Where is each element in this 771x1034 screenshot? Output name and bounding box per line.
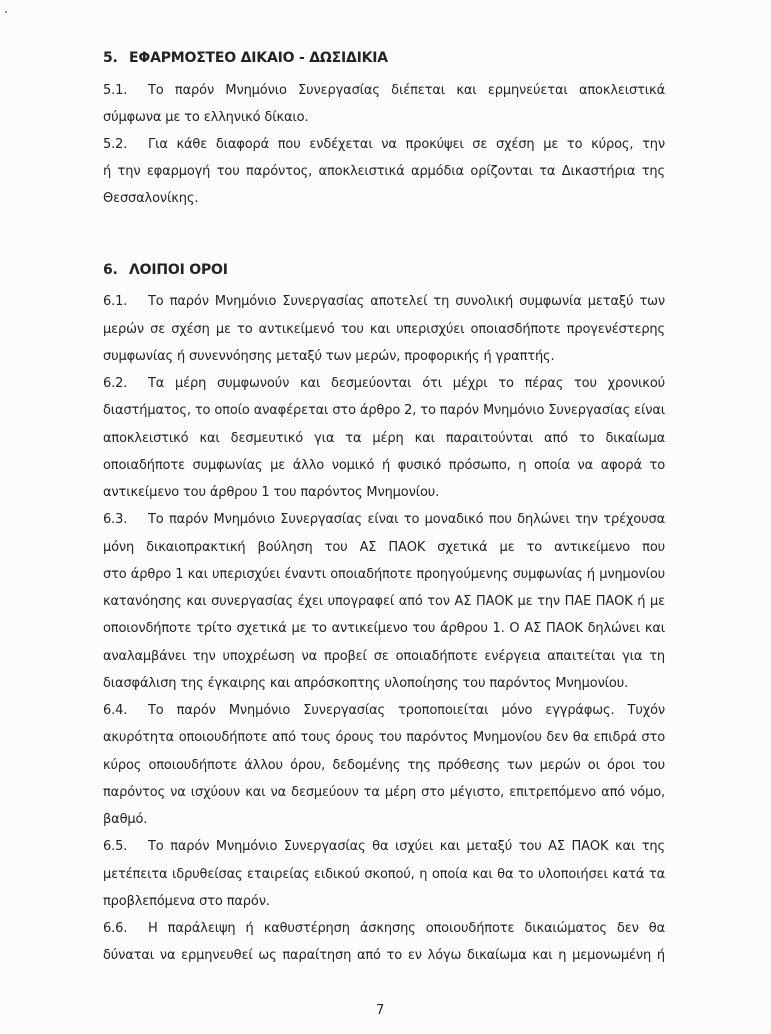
- clause-number: 6.5.: [103, 839, 128, 855]
- clause-text: σύμφωνα με το ελληνικό δίκαιο.: [103, 109, 309, 125]
- section-number: 5.: [103, 50, 118, 66]
- section-heading-6: [103, 260, 228, 280]
- text-line: [103, 888, 665, 915]
- section-body-5: [103, 77, 665, 212]
- clause-number: 6.6.: [103, 921, 128, 937]
- clause-text: κύρος οποιουδήποτε άλλου όρου, δεδομένης της πρόθεσης των μερών οι όροι του: [103, 757, 665, 773]
- text-line: [103, 185, 665, 212]
- clause-text: ακυρότητα οποιουδήποτε από τους όρους του παρόντος Μνημονίου δεν θα επιδρά στο: [103, 730, 665, 746]
- clause-text: μερών σε σχέση με το αντικείμενό του και υπερισχύει οποιασδήποτε προγενέστερης: [103, 321, 665, 337]
- scan-speck: [5, 11, 7, 13]
- clause-text: Η παράλειψη ή καθυστέρηση άσκησης οποιουδήποτε δικαιώματος δεν θα: [148, 921, 665, 937]
- clause-text: προβλεπόμενα στο παρόν.: [103, 893, 270, 909]
- clause-5-2: [103, 131, 665, 212]
- page-number: 7: [376, 1003, 385, 1018]
- text-line: [103, 77, 665, 104]
- clause-6-6: [103, 915, 665, 970]
- section-number: 6.: [103, 262, 118, 278]
- clause-text: κατανόησης και συνεργασίας έχει υπογραφεί από τον ΑΣ ΠΑΟΚ με την ΠΑΕ ΠΑΟΚ ή με: [103, 594, 665, 610]
- text-line: [103, 343, 665, 370]
- clause-6-3: [103, 506, 665, 697]
- text-line: [103, 588, 665, 615]
- text-line: [103, 561, 665, 588]
- text-line: [103, 643, 665, 670]
- clause-number: 5.1.: [103, 82, 128, 98]
- text-line: [103, 806, 665, 833]
- text-line: [103, 779, 665, 806]
- clause-text: μετέπειτα ιδρυθείσας εταιρείας ειδικού σκοπού, η οποία και θα το υλοποιήσει κατά τα: [103, 866, 665, 882]
- text-line: [103, 615, 665, 642]
- clause-text: μόνη δικαιοπρακτική βούληση του ΑΣ ΠΑΟΚ σχετικά με το αντικείμενο που: [103, 539, 665, 555]
- text-line: [103, 425, 665, 452]
- clause-text: οποιαδήποτε συμφωνίας με άλλο νομικό ή φυσικό πρόσωπο, η οποία να αφορά το: [103, 457, 665, 473]
- clause-6-4: [103, 697, 665, 833]
- text-line: [103, 915, 665, 942]
- clause-text: οποιονδήποτε τρίτο σχετικά με το αντικείμενο του άρθρου 1. Ο ΑΣ ΠΑΟΚ δηλώνει και: [103, 621, 665, 637]
- clause-text: Για κάθε διαφορά που ενδέχεται να προκύψει σε σχέση με το κύρος, την: [148, 136, 665, 152]
- clause-text: διασφάλιση της έγκαιρης και απρόσκοπτης υλοποίησης του παρόντος Μνημονίου.: [103, 675, 629, 691]
- clause-text: Το παρόν Μνημόνιο Συνεργασίας θα ισχύει και μεταξύ του ΑΣ ΠΑΟΚ και της: [148, 839, 665, 855]
- clause-number: 6.3.: [103, 512, 128, 528]
- clause-text: παρόντος να ισχύουν και να δεσμεύουν τα μέρη στο μέγιστο, επιτρεπόμενο από νόμο,: [103, 784, 665, 800]
- text-line: [103, 131, 665, 158]
- text-line: [103, 534, 665, 561]
- text-line: [103, 316, 665, 343]
- clause-text: αποκλειστικό και δεσμευτικό για τα μέρη και παραιτούνται από το δικαίωμα: [103, 430, 665, 446]
- text-line: [103, 861, 665, 888]
- text-line: [103, 724, 665, 751]
- clause-text: Θεσσαλονίκης.: [103, 190, 199, 206]
- clause-number: 6.1.: [103, 294, 128, 310]
- clause-text: αντικείμενο του άρθρου 1 του παρόντος Μνημονίου.: [103, 485, 440, 501]
- clause-number: 6.2.: [103, 376, 128, 392]
- clause-text: Το παρόν Μνημόνιο Συνεργασίας είναι το μοναδικό που δηλώνει την τρέχουσα: [148, 512, 665, 528]
- clause-text: ή την εφαρμογή του παρόντος, αποκλειστικά αρμόδια ορίζονται τα Δικαστήρια της: [103, 163, 665, 179]
- text-line: [103, 506, 665, 533]
- clause-text: Το παρόν Μνημόνιο Συνεργασίας αποτελεί τη συνολική συμφωνία μεταξύ των: [148, 294, 665, 310]
- text-line: [103, 697, 665, 724]
- clause-text: στο άρθρο 1 και υπερισχύει έναντι οποιαδήποτε προηγούμενης συμφωνίας ή μνημονίου: [103, 566, 665, 582]
- clause-6-2: [103, 370, 665, 506]
- clause-text: Τα μέρη συμφωνούν και δεσμεύονται ότι μέχρι το πέρας του χρονικού: [148, 376, 665, 392]
- text-line: [103, 104, 665, 131]
- text-line: [103, 158, 665, 185]
- section-title: ΛΟΙΠΟΙ ΟΡΟΙ: [129, 262, 228, 278]
- clause-6-1: [103, 288, 665, 370]
- clause-text: διαστήματος, το οποίο αναφέρεται στο άρθρο 2, το παρόν Μνημόνιο Συνεργασίας είναι: [103, 403, 665, 419]
- clause-text: βαθμό.: [103, 812, 148, 828]
- clause-number: 6.4.: [103, 703, 128, 719]
- text-line: [103, 288, 665, 315]
- text-line: [103, 397, 665, 424]
- text-line: [103, 370, 665, 397]
- section-heading-5: [103, 48, 388, 68]
- clause-text: δύναται να ερμηνευθεί ως παραίτηση από το εν λόγω δικαίωμα και η μεμονωμένη ή: [103, 948, 665, 964]
- clause-text: συμφωνίας ή συνεννόησης μεταξύ των μερών, προφορικής ή γραπτής.: [103, 348, 555, 364]
- text-line: [103, 479, 665, 506]
- clause-6-5: [103, 833, 665, 915]
- text-line: [103, 942, 665, 969]
- clause-text: Το παρόν Μνημόνιο Συνεργασίας τροποποιείται μόνο εγγράφως. Τυχόν: [148, 703, 665, 719]
- section-title: ΕΦΑΡΜΟΣΤΕΟ ΔΙΚΑΙΟ - ΔΩΣΙΔΙΚΙΑ: [129, 50, 388, 66]
- text-line: [103, 670, 665, 697]
- text-line: [103, 452, 665, 479]
- clause-number: 5.2.: [103, 136, 128, 152]
- text-line: [103, 833, 665, 860]
- text-line: [103, 752, 665, 779]
- section-body-6: [103, 288, 665, 969]
- clause-text: Το παρόν Μνημόνιο Συνεργασίας διέπεται και ερμηνεύεται αποκλειστικά: [148, 82, 665, 98]
- clause-5-1: [103, 77, 665, 131]
- clause-text: αναλαμβάνει την υποχρέωση να προβεί σε οποιαδήποτε ενέργεια απαιτείται για τη: [103, 648, 665, 664]
